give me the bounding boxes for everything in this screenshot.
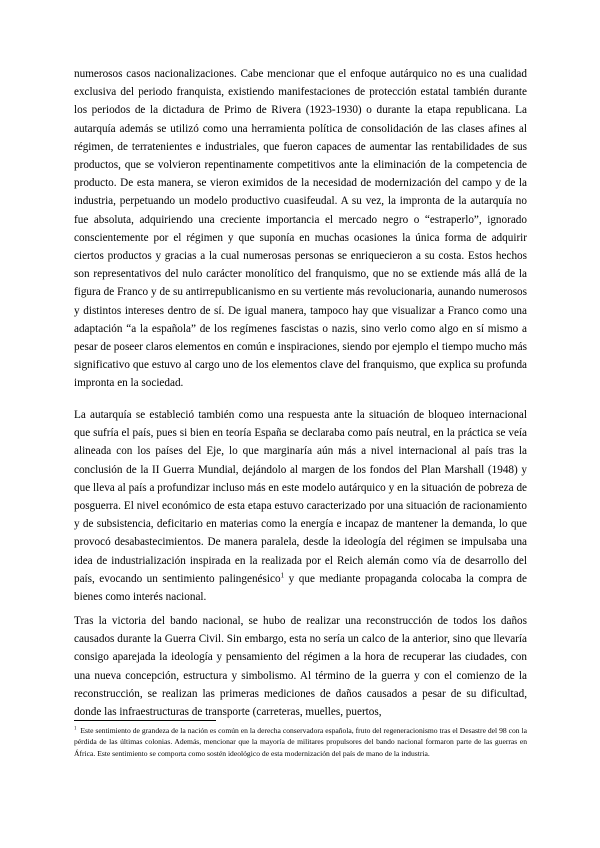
paragraph-text-before-note: La autarquía se estableció también como una respuesta ante la situación de bloqueo internacional que sufría el país, pues si bien en teoría España se declaraba como país neutral, en la práctica se veía alineada con los países del Eje, lo que marginaría aún más a nivel internacional al país tras la conclusión de la II Guerra Mundial, dejándolo al margen de los fondos del Plan Marshall (1948) y que lleva al país a profundizar incluso más en este modelo autárquico y en la situación de pobreza de posguerra. El nivel económico de esta etapa estuvo caracterizado por una situación de racionamiento y de subsistencia, deficitario en materias como la energía e incapaz de mantener la demanda, lo que provocó desabastecimientos. De manera paralela, desde la ideología del régimen se impulsaba una idea de industrialización inspirada en la realizada por el Reich alemán como vía de desarrollo del país, evocando un sentimiento palingenésico <box>74 409 527 585</box>
footnote <box>74 725 527 759</box>
footnote-reference[interactable]: 1 <box>280 571 285 580</box>
paragraph-bloqueo-internacional <box>74 406 527 606</box>
paragraph-text-after-note: y que mediante propaganda colocaba la compra de bienes como interés nacional. <box>74 572 527 604</box>
footnote-separator <box>74 720 216 721</box>
paragraph-autarquia-politica: numerosos casos nacionalizaciones. Cabe mencionar que el enfoque autárquico no es una cualidad exclusiva del periodo franquista, existiendo manifestaciones de protección estatal también durante los periodos de la dictadura de Primo de Rivera (1923-1930) o durante la etapa republicana. La autarquía además se utilizó como una herramienta política de consolidación de las clases afines al régimen, de terratenientes e industriales, que fueron capaces de aumentar las rentabilidades de sus productos, que se volvieron repentinamente competitivos ante la eliminación de la competencia de producto. De esta manera, se vieron eximidos de la necesidad de modernización del campo y de la industria, perpetuando un modelo productivo cuasifeudal. A su vez, la impronta de la autarquía no fue absoluta, adquiriendo una creciente importancia el mercado negro o “estraperlo”, ignorado conscientemente por el régimen y que suponía en muchas ocasiones la única forma de adquirir ciertos productos y gracias a la cual numerosas personas se enriquecieron a su costa. Estos hechos son representativos del nulo carácter monolítico del franquismo, que no se extiende más allá de la figura de Franco y de su antirrepublicanismo en su vertiente más revolucionaria, aunando numerosos y distintos intereses dentro de sí. De igual manera, tampoco hay que visualizar a Franco como una adaptación “a la española” de los regímenes fascistas o nazis, sino verlo como algo en sí mismo a pesar de poseer claros elementos en común e inspiraciones, siendo por ejemplo el tiempo mucho más significativo que estuvo al cargo uno de los elementos clave del franquismo, que explica su profunda impronta en la sociedad. <box>74 68 527 390</box>
footnote-text: Este sentimiento de grandeza de la nación es común en la derecha conservadora española, fruto del regeneracionismo tras el Desastre del 98 con la pérdida de las últimas colonias. Además, mencionar que la mayoría de militares propulsores del bando nacional formaron parte de las guerras en África. Este sentimiento se comporta como sostén ideológico de esta modernización del país de mano de la industria. <box>74 726 528 758</box>
paragraph-reconstruccion: Tras la victoria del bando nacional, se hubo de realizar una reconstrucción de todos los daños causados durante la Guerra Civil. Sin embargo, esta no sería un calco de la anterior, sino que llevaría consigo aparejada la ideología y pensamiento del régimen a la hora de recuperar las ciudades, con una nueva concepción, estructura y simbolismo. Al término de la guerra y con el comienzo de la reconstrucción, se realizan las primeras mediciones de daños causados a pesar de su dificultad, donde las infraestructuras de transporte (carreteras, muelles, puertos, <box>74 615 527 719</box>
footnote-number: 1 <box>74 726 77 732</box>
